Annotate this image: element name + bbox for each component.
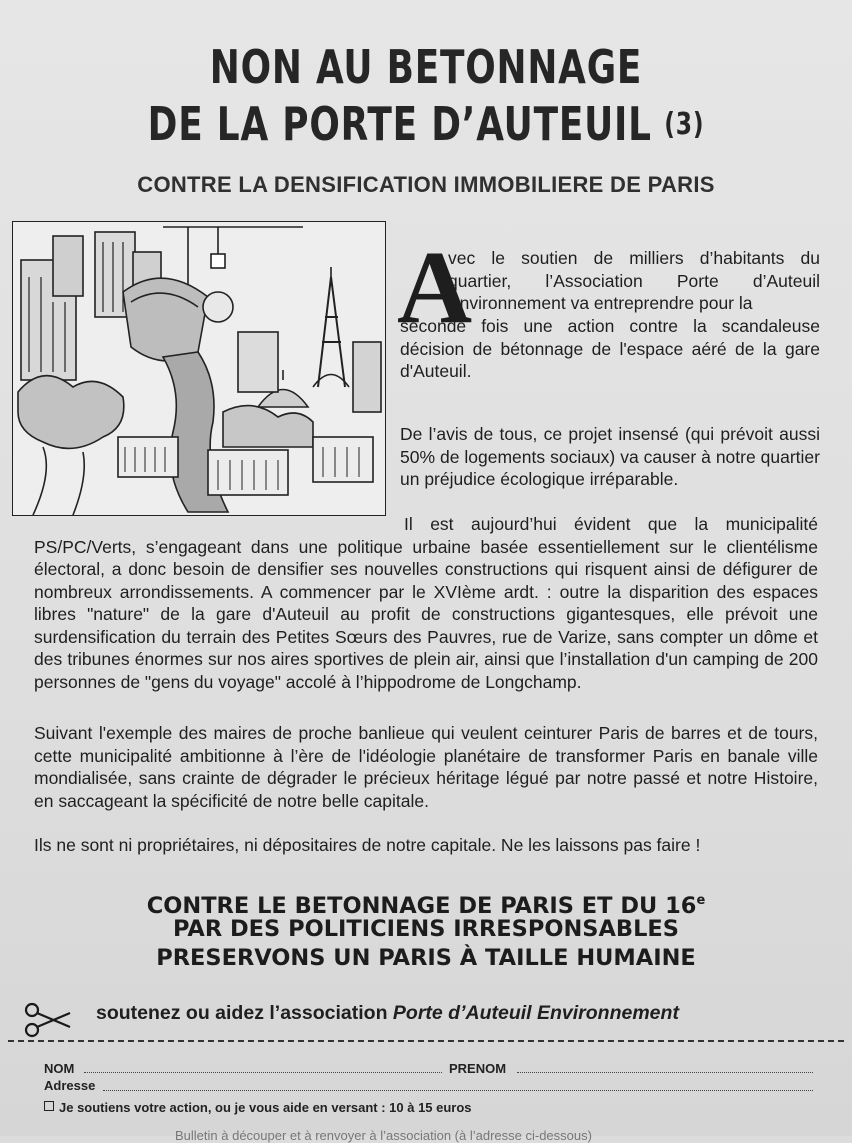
paragraph-3: Il est aujourd’hui évident que la municipalité PS/PC/Verts, s’engageant dans une politique urbaine basée essentiellement sur le clientélisme électoral, a donc besoin de densifier ses nouvelles constructions qui risquent ainsi de défigurer de nombreux arrondissements. A commencer par le XVIème ardt. : outre la disparition des espaces libres "nature" de la gare d'Auteuil au profit de constructions gigantesques, elle prévoit une surdensification du terrain des Petites Sœurs des Pauvres, rue de Varize, sans compter un dôme et des tribunes énormes sur nos aires sportives de plein air, ainsi que l’installation d'un camping de 200 personnes de "gens du voyage" accolé à l’hippodrome de Longchamp. [34, 514, 818, 692]
paragraph-4: Suivant l'exemple des maires de proche banlieue qui veulent ceinturer Paris de barres et de tours, cette municipalité ambitionne à l’ère de l'idéologie planétaire de transformer Paris en banale ville mondialisée, sans crainte de dégrader le précieux héritage légué par notre passé et notre Histoire, en saccageant la spécificité de notre belle capitale. [34, 723, 818, 811]
footer-cut-off-text: Bulletin à découper et à renvoyer à l’association (à l’adresse ci-dessous) [175, 1128, 592, 1143]
cartoon-illustration [12, 221, 386, 516]
prenom-field[interactable] [517, 1072, 813, 1073]
callout-text-1: CONTRE LE BETONNAGE DE PARIS ET DU 16 [146, 893, 697, 919]
checkbox-icon[interactable] [44, 1101, 54, 1111]
callout-line-3: PRESERVONS UN PARIS À TAILLE HUMAINE [156, 945, 696, 971]
association-name: Porte d’Auteuil Environnement [392, 1002, 679, 1024]
intro-paragraph-end: seconde fois une action contre la scandaleuse décision de bétonnage de l'espace aéré de la gare d'Auteuil. [400, 316, 820, 381]
prenom-label: PRENOM [449, 1061, 507, 1076]
headline-line-1: NON AU BETONNAGE [209, 40, 643, 94]
support-line [96, 1002, 679, 1025]
nom-field[interactable] [84, 1072, 442, 1073]
issue-number: (3) [664, 107, 705, 142]
nom-label: NOM [44, 1061, 75, 1076]
callout-superscript: e [696, 893, 706, 908]
intro-paragraph-start: vec le soutien de milliers d’habitants du quartier, l’Association Porte d’Auteuil Environnement va entreprendre pour la [448, 248, 820, 313]
cut-line [8, 1040, 844, 1042]
donation-option[interactable] [44, 1100, 472, 1115]
drop-cap: A [397, 230, 473, 345]
subtitle: CONTRE LA DENSIFICATION IMMOBILIERE DE PARIS [137, 172, 715, 197]
paragraph-5: Ils ne sont ni propriétaires, ni dépositaires de notre capitale. Ne les laissons pas faire ! [34, 835, 701, 855]
adresse-field[interactable] [103, 1090, 813, 1091]
support-prefix: soutenez ou aidez l’association [96, 1002, 393, 1024]
headline-text: DE LA PORTE D’AUTEUIL [147, 97, 652, 151]
paragraph-2: De l’avis de tous, ce projet insensé (qui prévoit aussi 50% de logements sociaux) va causer à notre quartier un préjudice écologique irréparable. [400, 424, 820, 489]
scissors-icon [22, 1000, 74, 1040]
callout-line-2: PAR DES POLITICIENS IRRESPONSABLES [173, 916, 679, 942]
adresse-label: Adresse [44, 1078, 96, 1093]
donation-label: Je soutiens votre action, ou je vous aide en versant : 10 à 15 euros [59, 1100, 472, 1115]
headline-line-2 [94, 97, 759, 151]
